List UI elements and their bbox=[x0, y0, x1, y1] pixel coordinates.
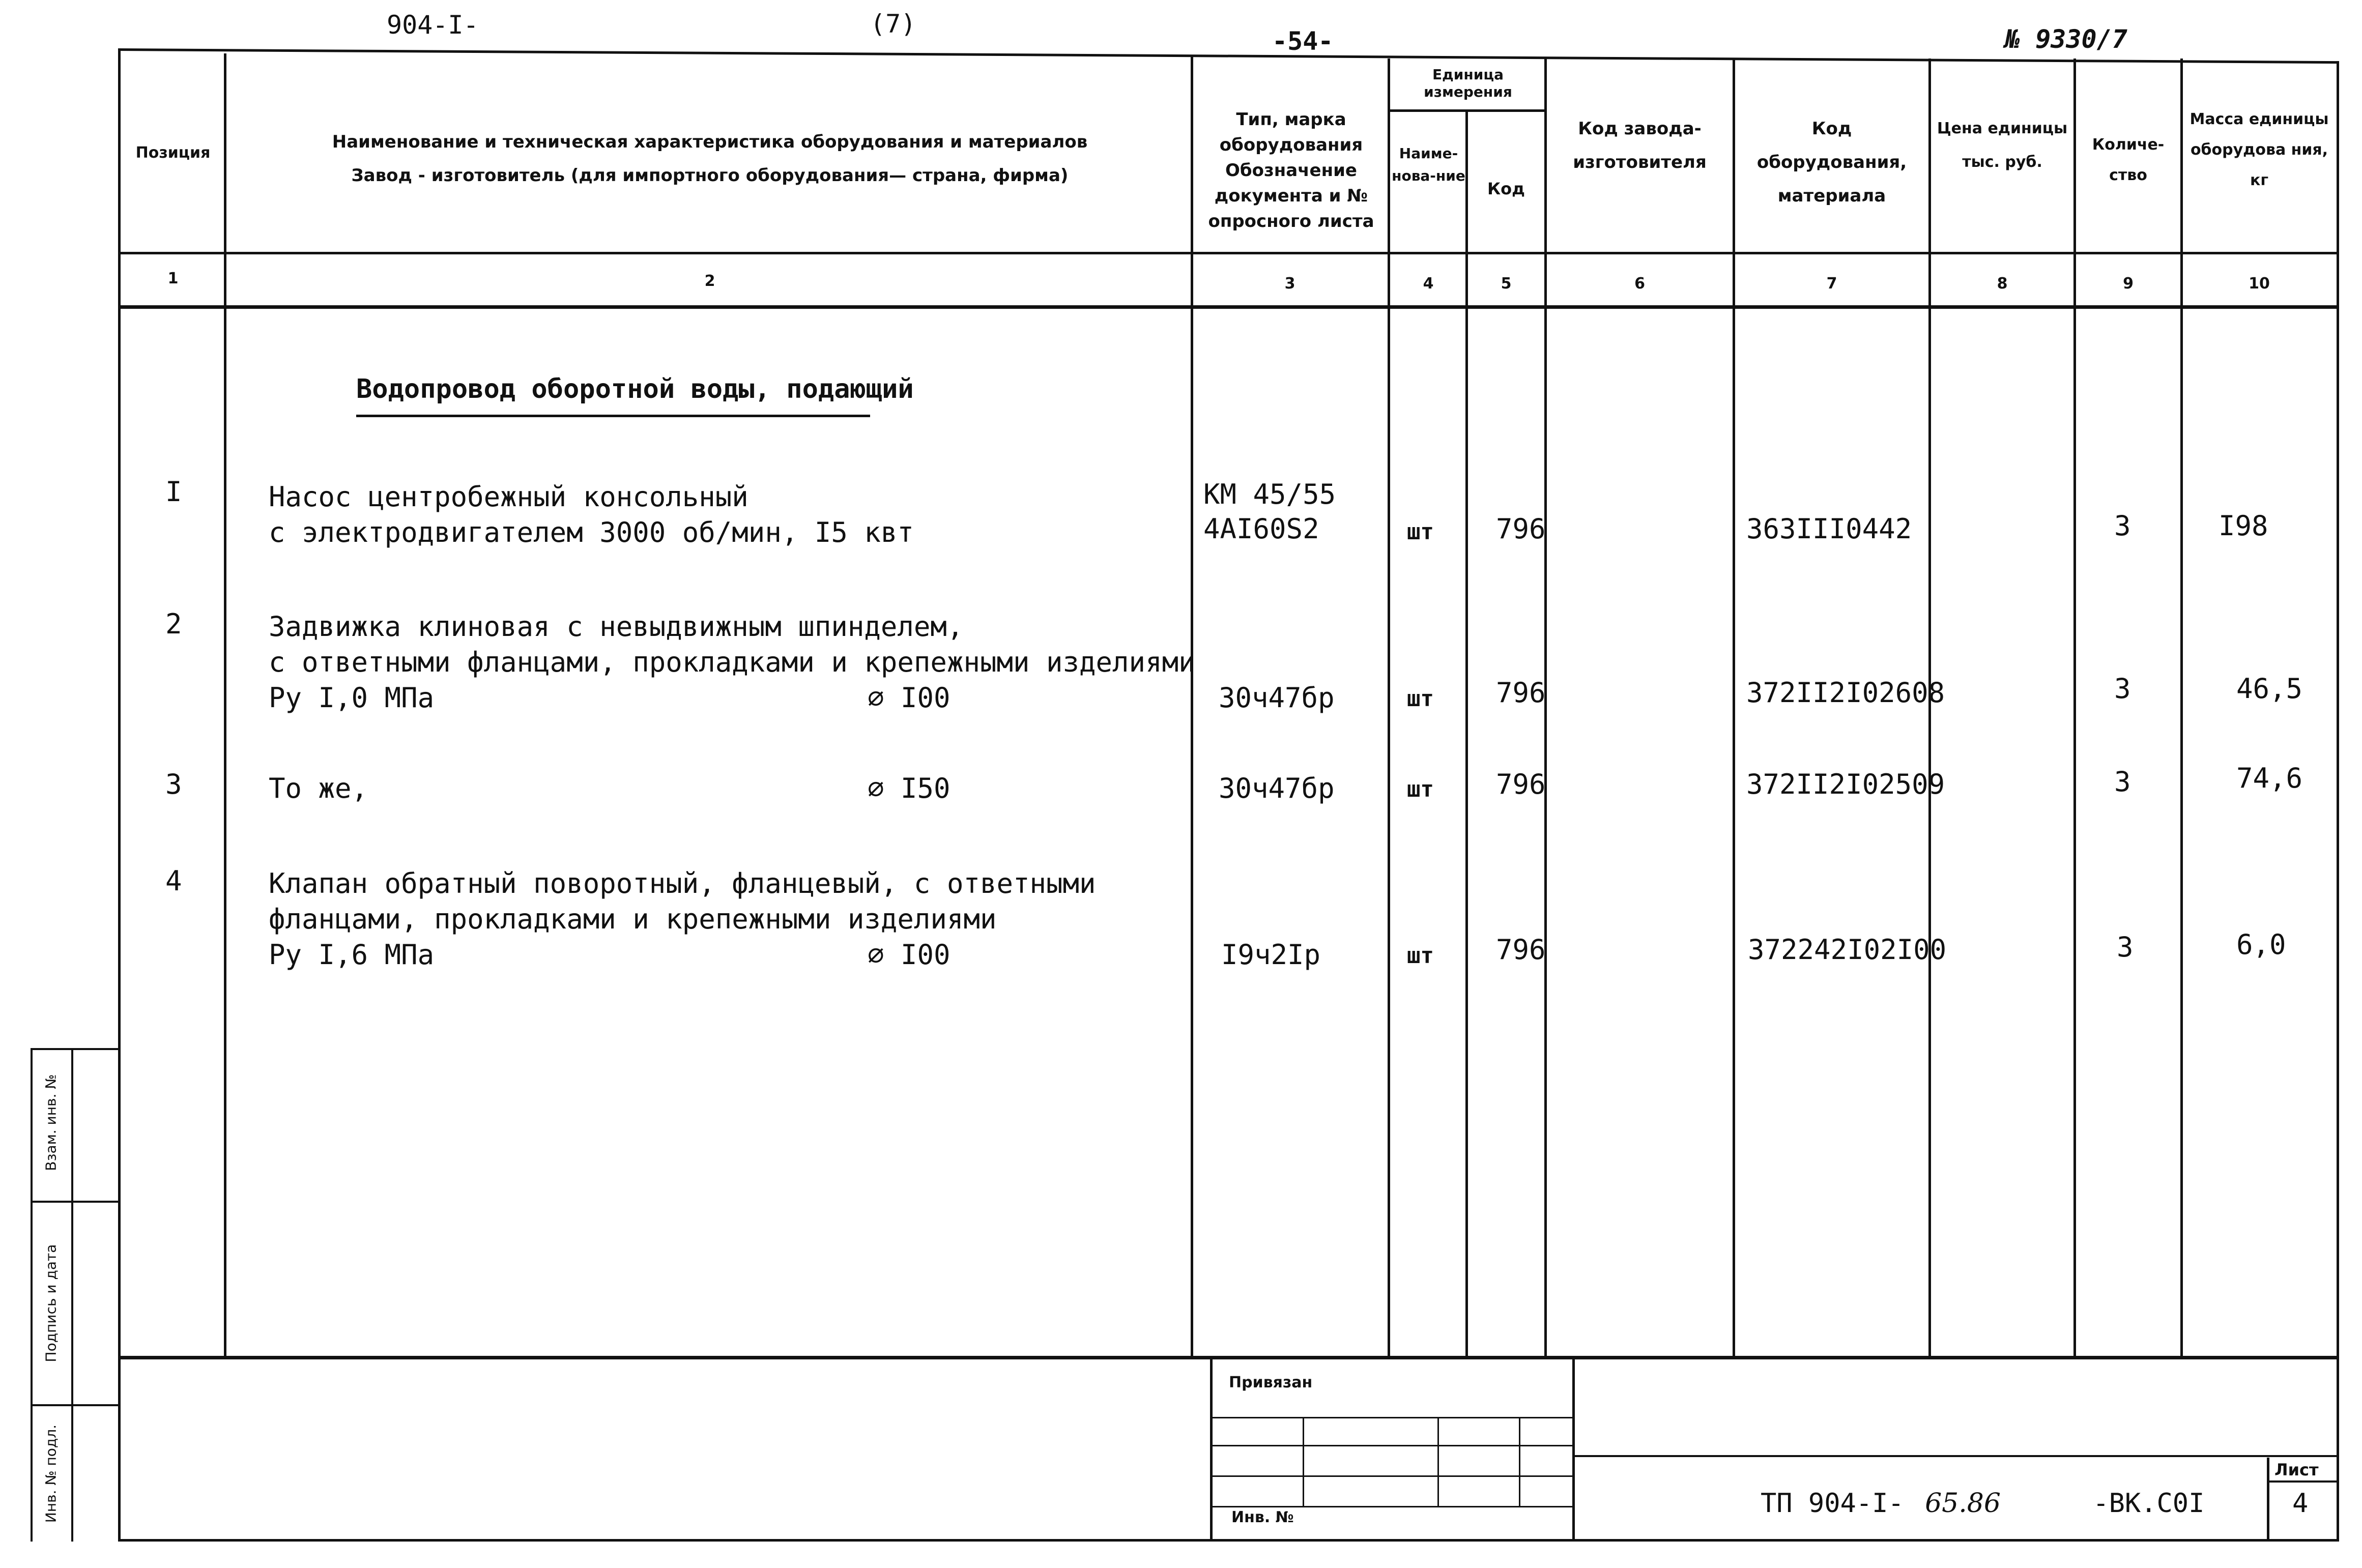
row-1-mass: I98 bbox=[2219, 510, 2268, 542]
col-line-6 bbox=[1733, 59, 1735, 1358]
row-4-line-2: фланцами, прокладками и крепежными изделиями bbox=[269, 903, 997, 935]
header-rule bbox=[118, 252, 2339, 254]
row-3-position: 3 bbox=[165, 768, 182, 800]
section-title-underline bbox=[356, 415, 870, 417]
doc-handwritten: 65.86 bbox=[1925, 1488, 2001, 1519]
row-3-unit-code: 796 bbox=[1496, 768, 1546, 800]
row-4-position: 4 bbox=[165, 865, 182, 897]
row-3-type: 30ч47бр bbox=[1219, 772, 1335, 804]
colnum-8: 8 bbox=[1997, 275, 2008, 293]
row-1-position: I bbox=[165, 476, 182, 508]
row-2-position: 2 bbox=[165, 608, 182, 640]
col-line-3 bbox=[1388, 59, 1390, 1358]
row-2-unit-code: 796 bbox=[1496, 677, 1546, 709]
row-4-diameter: ⌀ I00 bbox=[868, 939, 950, 971]
row-3-qty: 3 bbox=[2114, 766, 2131, 798]
row-2-diameter: ⌀ I00 bbox=[868, 682, 950, 714]
stamp-sheet-number: 4 bbox=[2292, 1488, 2309, 1519]
row-2-unit: шт bbox=[1407, 686, 1434, 712]
header-item-code: Код оборудования, материала bbox=[1756, 119, 1907, 206]
header-price: Цена единицы тыс. руб. bbox=[1937, 120, 2068, 171]
row-4-qty: 3 bbox=[2117, 931, 2134, 963]
frame-right bbox=[2337, 61, 2339, 1542]
colnum-6: 6 bbox=[1634, 275, 1645, 293]
side-label-inv-orig: Инв. № подл. bbox=[42, 1424, 60, 1523]
row-4-mass: 6,0 bbox=[2236, 928, 2286, 961]
row-4-unit: шт bbox=[1407, 943, 1434, 969]
stamp-sheet-label: Лист bbox=[2274, 1460, 2319, 1479]
section-title: Водопровод оборотной воды, подающий bbox=[356, 374, 914, 404]
stamp-bound-col-3 bbox=[1519, 1417, 1520, 1506]
stamp-bound-rule-3 bbox=[1210, 1475, 1572, 1477]
col-line-4 bbox=[1465, 109, 1468, 1358]
colnum-1: 1 bbox=[167, 270, 179, 287]
row-3-unit: шт bbox=[1407, 776, 1434, 802]
colnum-2: 2 bbox=[704, 272, 715, 290]
series-number: 904-I- bbox=[387, 10, 479, 40]
col-line-1 bbox=[224, 53, 226, 1358]
frame-left bbox=[118, 48, 121, 1542]
row-1-qty: 3 bbox=[2114, 510, 2131, 542]
colnum-7: 7 bbox=[1826, 275, 1837, 293]
stamp-bound-left bbox=[1210, 1358, 1213, 1542]
stamp-sheet-rule bbox=[2267, 1480, 2338, 1483]
header-type: Тип, марка оборудования Обозначение документа и № опросного листа bbox=[1208, 109, 1374, 231]
stamp-top-rule bbox=[118, 1356, 2339, 1359]
stamp-bound-label: Привязан bbox=[1229, 1374, 1313, 1391]
colnum-rule bbox=[118, 305, 2339, 309]
archive-number: № 9330/7 bbox=[2005, 24, 2127, 54]
row-3-diameter: ⌀ I50 bbox=[868, 772, 950, 804]
header-qty: Количе-ство bbox=[2092, 136, 2165, 184]
row-1-unit-code: 796 bbox=[1496, 513, 1546, 545]
header-name: Наименование и техническая характеристика оборудования и материалов Завод - изготовитель (для импортного оборудования— страна, фирма) bbox=[332, 132, 1088, 186]
row-4-item-code: 372242I02I00 bbox=[1748, 934, 1947, 966]
sheet-paren: (7) bbox=[870, 9, 916, 39]
col-line-8 bbox=[2073, 59, 2076, 1358]
stamp-bound-col-2 bbox=[1437, 1417, 1439, 1506]
row-2-qty: 3 bbox=[2114, 673, 2131, 705]
colnum-5: 5 bbox=[1501, 275, 1512, 293]
row-1-line-2: с электродвигателем 3000 об/мин, I5 квт bbox=[269, 516, 914, 548]
header-plant-code: Код завода-изготовителя bbox=[1573, 119, 1707, 172]
colnum-4: 4 bbox=[1423, 275, 1434, 293]
side-label-inv-replace: Взам. инв. № bbox=[42, 1074, 60, 1171]
row-2-line-3: Ру I,0 МПа bbox=[269, 682, 435, 714]
side-strip-mid bbox=[71, 1048, 73, 1542]
stamp-bound-rule-1 bbox=[1210, 1417, 1572, 1418]
doc-suffix: -ВК.С0I bbox=[2093, 1488, 2205, 1519]
row-3-line-1: То же, bbox=[269, 772, 368, 804]
doc-prefix: ТП 904-I- bbox=[1761, 1488, 1904, 1519]
stamp-bound-col-1 bbox=[1303, 1417, 1304, 1506]
header-unit-group: Единица измерения bbox=[1424, 66, 1512, 100]
side-strip-left bbox=[31, 1048, 33, 1542]
row-1-item-code: 363III0442 bbox=[1746, 513, 1912, 545]
row-2-mass: 46,5 bbox=[2236, 673, 2303, 705]
row-1-line-1: Насос центробежный консольный bbox=[269, 481, 748, 513]
row-1-unit: шт bbox=[1407, 519, 1434, 545]
row-2-type: 30ч47бр bbox=[1219, 682, 1335, 714]
stamp-inv-label: Инв. № bbox=[1231, 1508, 1294, 1526]
stamp-document-code bbox=[1761, 1488, 2204, 1519]
row-4-line-3: Ру I,6 МПа bbox=[269, 939, 435, 971]
row-3-item-code: 372II2I02509 bbox=[1746, 768, 1945, 800]
frame-bottom bbox=[118, 1539, 2339, 1542]
row-4-type: I9ч2Iр bbox=[1221, 939, 1321, 971]
stamp-bound-right bbox=[1572, 1358, 1575, 1542]
side-label-sign-date: Подпись и дата bbox=[42, 1244, 60, 1362]
row-1-type-1: КМ 45/55 bbox=[1203, 478, 1336, 510]
colnum-3: 3 bbox=[1284, 275, 1295, 293]
row-3-mass: 74,6 bbox=[2236, 762, 2303, 794]
page-number: -54- bbox=[1272, 26, 1334, 56]
stamp-bound-rule-2 bbox=[1210, 1445, 1572, 1446]
row-1-type-2: 4АI60S2 bbox=[1203, 513, 1319, 545]
stamp-title-rule bbox=[1572, 1455, 2338, 1457]
header-mass: Масса единицы оборудова ния, кг bbox=[2190, 110, 2329, 189]
header-unit-code: Код bbox=[1487, 179, 1525, 198]
stamp-sheet-left bbox=[2267, 1458, 2269, 1539]
colnum-9: 9 bbox=[2123, 275, 2134, 293]
header-position: Позиция bbox=[135, 144, 211, 162]
row-2-line-2: с ответными фланцами, прокладками и крепежными изделиями bbox=[269, 646, 1195, 678]
colnum-10: 10 bbox=[2249, 275, 2270, 293]
row-4-line-1: Клапан обратный поворотный, фланцевый, с ответными bbox=[269, 867, 1096, 899]
stamp-bound-rule-4 bbox=[1210, 1506, 1572, 1507]
header-unit-name: Наиме-нова-ние bbox=[1392, 145, 1465, 184]
row-4-unit-code: 796 bbox=[1496, 934, 1546, 966]
row-2-line-1: Задвижка клиновая с невыдвижным шпинделем, bbox=[269, 611, 964, 643]
row-2-item-code: 372II2I02608 bbox=[1746, 677, 1945, 709]
col-line-9 bbox=[2180, 59, 2183, 1358]
col-line-2 bbox=[1191, 56, 1193, 1358]
